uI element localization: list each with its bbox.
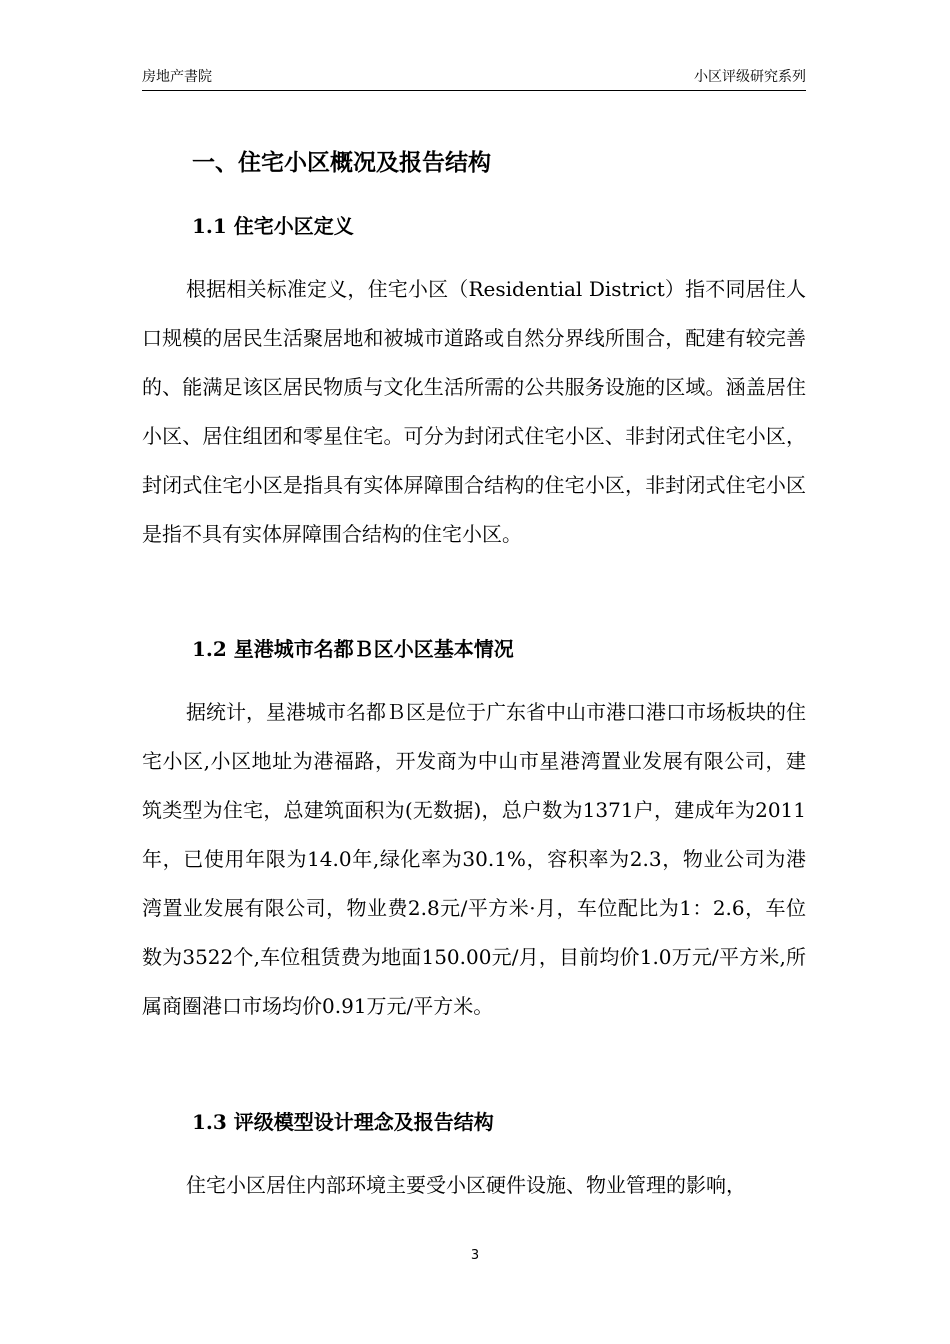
header-publisher: 房地产書院	[142, 69, 212, 85]
page-number: 3	[470, 1248, 480, 1263]
header-series-title: 小区评级研究系列	[694, 69, 806, 85]
page-header	[142, 62, 806, 91]
section-heading-1-3: 1.3 评级模型设计理念及报告结构	[192, 1110, 494, 1134]
paragraph-basic-info: 据统计，星港城市名都Ｂ区是位于广东省中山市港口港口市场板块的住宅小区,小区地址为港福路，开发商为中山市星港湾置业发展有限公司，建筑类型为住宅，总建筑面积为(无数据)，总户数为1371户，建成年为2011年，已使用年限为14.0年,绿化率为30.1%，容积率为2.3，物业公司为港湾置业发展有限公司，物业费2.8元/平方米·月，车位配比为1：2.6，车位数为3522个,车位租赁费为地面150.00元/月，目前均价1.0万元/平方米,所属商圈港口市场均价0.91万元/平方米。	[142, 700, 806, 1018]
paragraph-definition: 根据相关标准定义，住宅小区（Residential District）指不同居住人口规模的居民生活聚居地和被城市道路或自然分界线所围合，配建有较完善的、能满足该区居民物质与文化生活所需的公共服务设施的区域。涵盖居住小区、居住组团和零星住宅。可分为封闭式住宅小区、非封闭式住宅小区，封闭式住宅小区是指具有实体屏障围合结构的住宅小区，非封闭式住宅小区是指不具有实体屏障围合结构的住宅小区。	[142, 277, 806, 546]
paragraph-model-design: 住宅小区居住内部环境主要受小区硬件设施、物业管理的影响，	[186, 1173, 746, 1197]
chapter-title: 一、住宅小区概况及报告结构	[192, 149, 491, 176]
section-heading-1-1: 1.1 住宅小区定义	[192, 214, 354, 238]
section-heading-1-2: 1.2 星港城市名都Ｂ区小区基本情况	[192, 637, 514, 661]
